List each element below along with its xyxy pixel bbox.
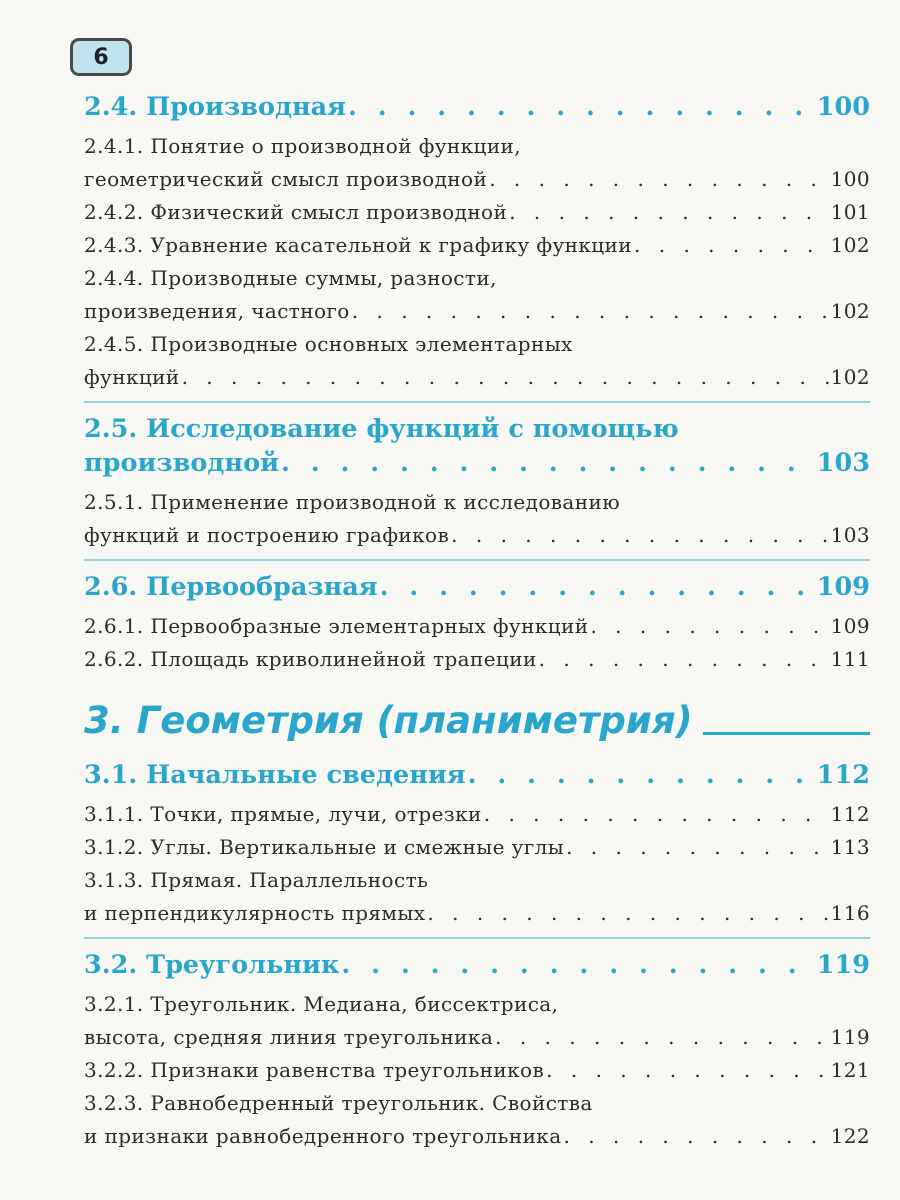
section-divider xyxy=(84,401,870,403)
toc-subsection xyxy=(84,610,870,643)
section-divider xyxy=(84,937,870,939)
subsection-entry-title: 3.2.2. Признаки равенства треугольников xyxy=(84,1058,545,1082)
subsection-title-line: 2.4.5. Производные основных элементарных xyxy=(84,332,573,356)
toc-section xyxy=(84,570,870,604)
subsection-entry-title: 2.4.3. Уравнение касательной к графику функции xyxy=(84,233,633,257)
toc-subsection xyxy=(84,229,870,262)
subsection-entry[interactable] xyxy=(84,361,870,394)
toc-subsection xyxy=(84,262,870,328)
section-heading[interactable] xyxy=(84,90,870,124)
toc-subsection xyxy=(84,130,870,196)
subsection-entry-page: 119 xyxy=(830,1025,870,1049)
subsection-entry-title: 2.6.2. Площадь криволинейной трапеции xyxy=(84,647,537,671)
dot-leader xyxy=(484,798,829,831)
dot-leader xyxy=(281,446,815,480)
subsection-title-line: 2.5.1. Применение производной к исследованию xyxy=(84,490,621,514)
subsection-entry-page: 122 xyxy=(830,1124,870,1148)
subsection-entry-title: 2.6.1. Первообразные элементарных функций xyxy=(84,614,589,638)
subsection-entry-title: 2.4.2. Физический смысл производной xyxy=(84,200,508,224)
chapter-heading[interactable] xyxy=(84,698,870,744)
subsection-entry[interactable] xyxy=(84,196,870,229)
toc-subsection xyxy=(84,798,870,831)
subsection-entry-page: 116 xyxy=(830,901,870,925)
subsection-entry[interactable] xyxy=(84,163,870,196)
dot-leader xyxy=(495,1021,828,1054)
subsection-title-line: 2.4.1. Понятие о производной функции, xyxy=(84,134,522,158)
toc-subsection xyxy=(84,1054,870,1087)
section-heading-page: 103 xyxy=(816,448,870,478)
toc-part-derivative xyxy=(84,90,870,676)
subsection-entry-page: 112 xyxy=(830,802,870,826)
table-of-contents xyxy=(84,86,870,1153)
section-heading-page: 100 xyxy=(816,92,870,122)
dot-leader xyxy=(566,831,829,864)
section-heading[interactable] xyxy=(84,758,870,792)
dot-leader xyxy=(380,570,815,604)
dot-leader xyxy=(451,519,828,552)
subsection-entry-title: функций и построению графиков xyxy=(84,523,450,547)
subsection-entry-page: 113 xyxy=(830,835,870,859)
dot-leader xyxy=(634,229,829,262)
subsection-entry[interactable] xyxy=(84,798,870,831)
section-heading-page: 109 xyxy=(816,572,870,602)
section-heading-page: 119 xyxy=(816,950,870,980)
dot-leader xyxy=(352,295,829,328)
subsection-title-line: 3.2.1. Треугольник. Медиана, биссектриса, xyxy=(84,992,559,1016)
subsection-entry-title: и признаки равнобедренного треугольника xyxy=(84,1124,562,1148)
subsection-title-line: 3.2.3. Равнобедренный треугольник. Свойства xyxy=(84,1091,593,1115)
dot-leader xyxy=(489,163,828,196)
subsection-entry-title: произведения, частного xyxy=(84,299,350,323)
subsection-entry-page: 111 xyxy=(830,647,870,671)
subsection-entry[interactable] xyxy=(84,1054,870,1087)
subsection-title-line: 3.1.3. Прямая. Параллельность xyxy=(84,868,429,892)
dot-leader xyxy=(509,196,828,229)
toc-subsection xyxy=(84,864,870,930)
section-heading-title: 3.2. Треугольник xyxy=(84,950,340,980)
toc-section xyxy=(84,90,870,124)
section-heading[interactable] xyxy=(84,948,870,982)
section-heading[interactable] xyxy=(84,570,870,604)
subsection-entry[interactable] xyxy=(84,295,870,328)
subsection-entry-page: 102 xyxy=(830,299,870,323)
subsection-entry[interactable] xyxy=(84,610,870,643)
dot-leader xyxy=(546,1054,828,1087)
chapter-title: 3. Геометрия (планиметрия) xyxy=(84,699,693,742)
toc-subsection xyxy=(84,328,870,394)
subsection-entry[interactable] xyxy=(84,519,870,552)
subsection-entry-page: 121 xyxy=(830,1058,870,1082)
toc-subsection xyxy=(84,486,870,552)
toc-part-geometry xyxy=(84,758,870,1153)
toc-subsection xyxy=(84,831,870,864)
subsection-entry[interactable] xyxy=(84,643,870,676)
toc-subsection xyxy=(84,643,870,676)
subsection-entry[interactable] xyxy=(84,1120,870,1153)
dot-leader xyxy=(590,610,828,643)
subsection-entry-page: 102 xyxy=(830,365,870,389)
toc-subsection xyxy=(84,196,870,229)
dot-leader xyxy=(341,948,814,982)
section-heading-title: производной xyxy=(84,448,279,478)
section-heading[interactable] xyxy=(84,446,870,480)
subsection-title-line: 2.4.4. Производные суммы, разности, xyxy=(84,266,497,290)
subsection-entry-title: функций xyxy=(84,365,180,389)
subsection-entry-page: 103 xyxy=(830,523,870,547)
page-number-badge: 6 xyxy=(70,38,132,76)
toc-section xyxy=(84,758,870,792)
subsection-entry[interactable] xyxy=(84,897,870,930)
subsection-entry-page: 109 xyxy=(830,614,870,638)
dot-leader xyxy=(182,361,829,394)
subsection-entry-title: и перпендикулярность прямых xyxy=(84,901,426,925)
toc-subsection xyxy=(84,1087,870,1153)
toc-section xyxy=(84,412,870,480)
subsection-entry-page: 102 xyxy=(830,233,870,257)
section-heading-page: 112 xyxy=(816,760,870,790)
section-heading-title: 2.6. Первообразная xyxy=(84,572,378,602)
dot-leader xyxy=(539,643,829,676)
chapter-underline xyxy=(703,732,871,735)
subsection-entry-title: 3.1.2. Углы. Вертикальные и смежные углы xyxy=(84,835,565,859)
subsection-entry-title: геометрический смысл производной xyxy=(84,167,488,191)
section-title-line: 2.5. Исследование функций с помощью xyxy=(84,414,679,444)
dot-leader xyxy=(564,1120,829,1153)
subsection-entry-title: 3.1.1. Точки, прямые, лучи, отрезки xyxy=(84,802,482,826)
section-heading-title: 3.1. Начальные сведения xyxy=(84,760,466,790)
subsection-entry-page: 100 xyxy=(830,167,870,191)
subsection-entry[interactable] xyxy=(84,831,870,864)
section-heading-title: 2.4. Производная xyxy=(84,92,346,122)
subsection-entry-title: высота, средняя линия треугольника xyxy=(84,1025,494,1049)
toc-section xyxy=(84,948,870,982)
subsection-entry-page: 101 xyxy=(830,200,870,224)
dot-leader xyxy=(468,758,815,792)
dot-leader xyxy=(348,90,815,124)
toc-subsection xyxy=(84,988,870,1054)
section-divider xyxy=(84,559,870,561)
dot-leader xyxy=(427,897,828,930)
subsection-entry[interactable] xyxy=(84,229,870,262)
subsection-entry[interactable] xyxy=(84,1021,870,1054)
